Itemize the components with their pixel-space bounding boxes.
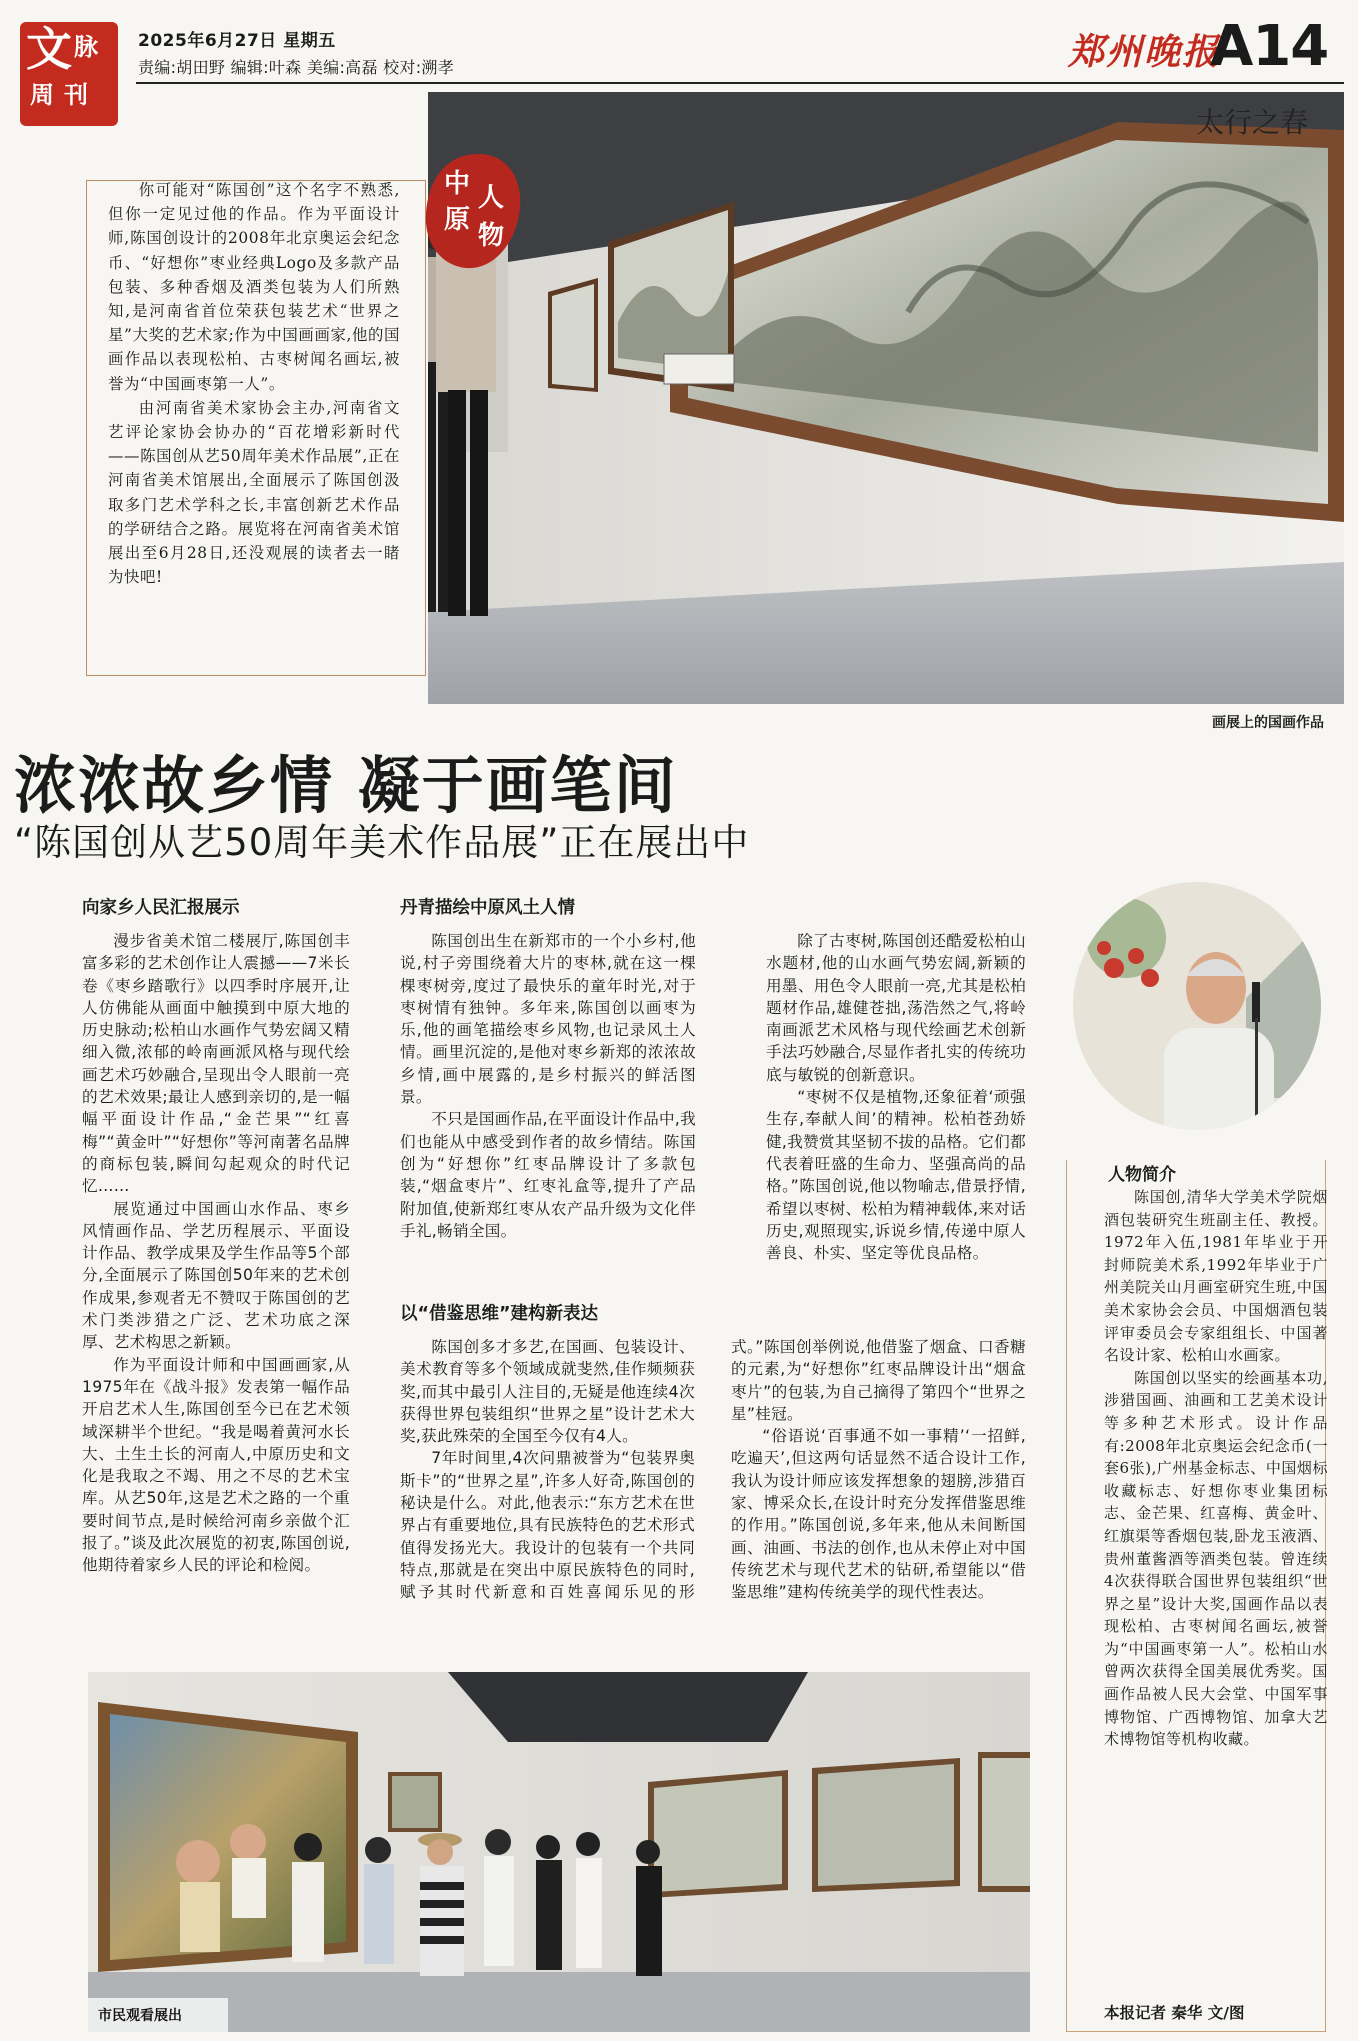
intro-text bbox=[108, 178, 400, 589]
section2-paragraph-1: 陈国创出生在新郑市的一个小乡村,他说,村子旁围绕着大片的枣林,就在这一棵棵枣树旁,度过了最快乐的童年时光,对于枣树情有独钟。多年来,陈国创以画枣为乐,他的画笔描绘枣乡风物,也记录风土人情。画里沉淀的,是他对枣乡新郑的浓浓故乡情,画中展露的,是乡村振兴的鲜活图景。 bbox=[400, 932, 696, 1107]
painting-inscription: 太行之春 bbox=[1195, 106, 1308, 139]
exhibition-hall-photo bbox=[428, 92, 1344, 704]
section3-paragraph-2: 7年时间里,4次问鼎被誉为“包装界奥斯卡”的“世界之星”,许多人好奇,陈国创的秘诀是什么。对此,他表示:“东方艺术在世界占有重要地位,具有民族特色的艺术形式值得发扬光大。我设计的包装有一个共同特点,那就是在突出中原民族特色的同时,赋予其时代新意和百姓喜闻乐见的形式。”陈国创举例说,他借鉴了烟盒、口香糖的元素,为“好想你”红枣品牌设计出“烟盒枣片”的包装,为自己摘得了第四个“世界之星”桂冠。 bbox=[400, 1338, 1026, 1602]
section1-paragraph-3: 作为平面设计师和中国画画家,从1975年在《战斗报》发表第一幅作品开启艺术人生,陈国创至今已在艺术领域深耕半个世纪。“我是喝着黄河水长大、土生土长的河南人,中原历史和文化是我取之不竭、用之不尽的艺术宝库。从艺50年,这是艺术之路的一个重要时间节点,是时候给河南乡亲做个汇报了。”谈及此次展览的初衷,陈国创说,他期待着家乡人民的评论和检阅。 bbox=[82, 1355, 350, 1575]
section3-paragraph-1: 陈国创多才多艺,在国画、包装设计、美术教育等多个领域成就斐然,佳作频频获奖,而其中最引人注目的,无疑是他连续4次获得世界包装组织“世界之星”设计艺术大奖,获此殊荣的全国至今仅有4人。 bbox=[400, 1338, 695, 1446]
gallery-scene bbox=[428, 92, 1344, 704]
column-logo bbox=[20, 22, 118, 126]
intro-paragraph-1: 你可能对“陈国创”这个名字不熟悉,但你一定见过他的作品。作为平面设计师,陈国创设计的2008年北京奥运会纪念币、“好想你”枣业经典Logo及多款产品包装、多种香烟及酒类包装为人们所熟知,是河南省首位荣获包装艺术“世界之星”大奖的艺术家;作为中国画画家,他的国画作品以表现松柏、古枣树闻名画坛,被誉为“中国画枣第一人”。 bbox=[108, 181, 400, 393]
logo-char-big: 文 bbox=[26, 22, 72, 76]
seal-char-1: 中 bbox=[444, 169, 471, 199]
section-title-1: 向家乡人民汇报展示 bbox=[82, 898, 240, 918]
seal-char-4: 物 bbox=[478, 221, 505, 251]
section3-paragraph-3: “俗语说‘百事通不如一事精’‘一招鲜,吃遍天’,但这两句话显然不适合设计工作,我认为设计师应该发挥想象的翅膀,涉猎百家、博采众长,在设计时充分发挥借鉴思维的作用。”陈国创说,多年来,他从未间断国画、油画、书法的创作,也从未停止对中国传统艺术与现代艺术的钻研,希望能以“借鉴思维”建构传统美学的现代性表达。 bbox=[731, 1427, 1026, 1602]
newspaper-name: 郑州晚报 bbox=[1068, 31, 1221, 73]
section1-paragraph-2: 展览通过中国画山水作品、枣乡风情画作品、学艺历程展示、平面设计作品、教学成果及学生作品等5个部分,全面展示了陈国创50年来的艺术创作成果,参观者无不赞叹于陈国创的艺术门类涉猎之广泛、艺术功底之深厚、艺术构思之新颖。 bbox=[82, 1199, 350, 1352]
subheadline: “陈国创从艺50周年美术作品展”正在展出中 bbox=[14, 821, 750, 864]
column-seal bbox=[418, 148, 530, 276]
editor-credits: 责编:胡田野 编辑:叶森 美编:高磊 校对:溯孝 bbox=[138, 58, 455, 77]
section2-cont-paragraph-2: “枣树不仅是植物,还象征着‘顽强生存,奉献人间’的精神。松柏苍劲娇健,我赞赏其坚韧不拔的品格。它们都代表着旺盛的生命力、坚强高尚的品格。”陈国创说,他以物喻志,借景抒情,希望以枣树、松柏为精神载体,来对话历史,观照现实,诉说乡情,传递中原人善良、朴实、坚定等优良品格。 bbox=[766, 1088, 1026, 1263]
issue-date: 2025年6月27日 星期五 bbox=[138, 31, 336, 51]
seal-graphic bbox=[418, 148, 530, 276]
profile-paragraph-2: 陈国创以坚实的绘画基本功,涉猎国画、油画和工艺美术设计等多种艺术形式。设计作品有:2008年北京奥运会纪念币(一套6张),广州基金标志、中国烟标收藏标志、好想你枣业集团标志、金芒果、红喜梅、黄金叶、红旗渠等香烟包装,卧龙玉液酒、贵州董酱酒等酒类包装。曾连续4次获得联合国世界包装组织“世界之星”设计大奖,国画作品以表现松柏、古枣树闻名画坛,被誉为“中国画枣第一人”。松柏山水曾两次获得全国美展优秀奖。国画作品被人民大会堂、中国军事博物馆、广西博物馆、加拿大艺术博物馆等机构收藏。 bbox=[1104, 1368, 1328, 1749]
logo-char-1: 脉 bbox=[74, 33, 98, 61]
intro-paragraph-2: 由河南省美术家协会主办,河南省文艺评论家协会协办的“百花增彩新时代——陈国创从艺50周年美术作品展”,正在河南省美术馆展出,全面展示了陈国创汲取多门艺术学科之长,丰富创新艺术作品的学研结合之路。展览将在河南省美术馆展出至6月28日,还没观展的读者去一睹为快吧! bbox=[108, 398, 400, 587]
top-photo-caption: 画展上的国画作品 bbox=[1212, 715, 1324, 731]
logo-char-3: 刊 bbox=[64, 81, 88, 109]
section-title-3: 以“借鉴思维”建构新表达 bbox=[400, 1304, 599, 1324]
visitors-photo bbox=[88, 1672, 1030, 2032]
page-number: A14 bbox=[1210, 14, 1329, 79]
byline: 本报记者 秦华 文/图 bbox=[1104, 2004, 1245, 2022]
seal-char-2: 原 bbox=[444, 205, 471, 235]
profile-title: 人物简介 bbox=[1108, 1165, 1176, 1185]
section-title-2: 丹青描绘中原风土人情 bbox=[400, 898, 575, 918]
painting-left bbox=[548, 278, 598, 392]
column-3-upper bbox=[766, 930, 1026, 1264]
header-rule bbox=[136, 82, 1344, 84]
section3-body bbox=[400, 1336, 1026, 1646]
bottom-photo-caption: 市民观看展出 bbox=[98, 2008, 182, 2024]
seal-char-3: 人 bbox=[478, 183, 505, 213]
visitors-scene bbox=[88, 1672, 1030, 2032]
column-2-upper bbox=[400, 930, 696, 1242]
profile-paragraph-1: 陈国创,清华大学美术学院烟酒包装研究生班副主任、教授。1972年入伍,1981年毕业于开封师院美术系,1992年毕业于广州美院关山月画室研究生班,中国美术家协会会员、中国烟酒包装评审委员会专家组组长、中国著名设计家、松柏山水画家。 bbox=[1104, 1188, 1328, 1365]
headline: 浓浓故乡情 凝于画笔间 bbox=[14, 749, 678, 822]
portrait-photo bbox=[1066, 878, 1328, 1160]
section2-paragraph-2: 不只是国画作品,在平面设计作品中,我们也能从中感受到作者的故乡情结。陈国创为“好想你”红枣品牌设计了多款包装,“烟盒枣片”、红枣礼盒等,提升了产品附加值,使新郑红枣从农产品升级为文化伴手礼,畅销全国。 bbox=[400, 1110, 697, 1240]
profile-body bbox=[1104, 1186, 1328, 1751]
section2-cont-paragraph-1: 除了古枣树,陈国创还酷爱松柏山水题材,他的山水画气势宏阔,新颖的用墨、用色令人眼前一亮,尤其是松柏题材作品,雄健苍拙,荡浩然之气,将岭南画派艺术风格与现代绘画艺术创新手法巧妙融合,尽显作者扎实的传统功底与敏锐的创新意识。 bbox=[766, 932, 1026, 1084]
column-1 bbox=[82, 930, 350, 1577]
logo-char-2: 周 bbox=[30, 81, 54, 109]
section1-paragraph-1: 漫步省美术馆二楼展厅,陈国创丰富多彩的艺术创作让人震撼——7米长卷《枣乡踏歌行》以四季时序展开,让人仿佛能从画面中触摸到中原大地的历史脉动;松柏山水画作气势宏阔又精细入微,浓郁的岭南画派风格与现代绘画艺术巧妙融合,呈现出令人眼前一亮的艺术效果;最让人感到亲切的,是一幅幅平面设计作品,“金芒果”“红喜梅”“黄金叶”“好想你”等河南著名品牌的商标包装,瞬间勾起观众的时代记忆…… bbox=[82, 932, 350, 1196]
portrait-graphic bbox=[1066, 878, 1328, 1160]
